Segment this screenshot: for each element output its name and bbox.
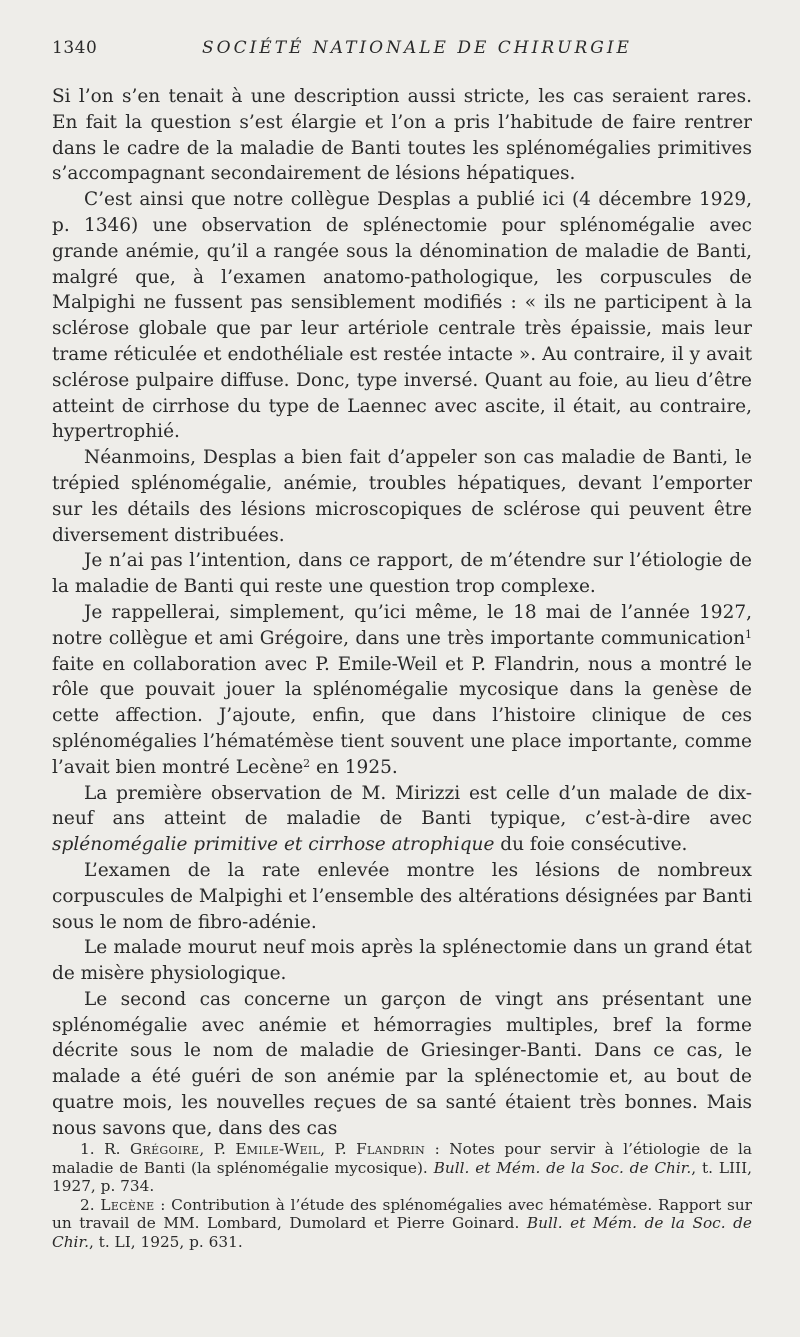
paragraph <box>52 445 752 548</box>
text-run: , t. LI, 1925, p. 631. <box>88 1232 243 1251</box>
text-run: Néanmoins, Desplas a bien fait d’appeler son cas maladie de Banti, le trépied splénomégalie, anémie, troubles hépatiques, devant l’emporter sur les détails des lésions microscopiques de sclérose qui peuvent être diversement distribuées. <box>52 447 752 546</box>
paragraph <box>52 858 752 935</box>
text-run: : Contribution à l’étude des splénomégalies avec hématémèse. Rapport sur un travail de MM. Lombard, Dumolard et Pierre Goinard. <box>52 1195 752 1233</box>
text-run: La première observation de M. Mirizzi est celle d’un malade de dix-neuf ans atteint de maladie de Banti typique, c’est-à-dire avec <box>52 782 752 830</box>
page-number: 1340 <box>52 38 98 58</box>
text-run: , P. <box>199 1140 236 1158</box>
footnotes <box>52 1140 752 1252</box>
paragraph <box>52 935 752 987</box>
paragraph <box>52 600 752 781</box>
footnote <box>52 1140 752 1196</box>
author-name: Flandrin <box>356 1140 426 1158</box>
running-head: SOCIÉTÉ NATIONALE DE CHIRURGIE <box>202 38 632 58</box>
paragraph <box>52 548 752 600</box>
author-name: Grégoire <box>129 1140 200 1158</box>
text-run: Le second cas concerne un garçon de vingt ans présentant une splénomégalie avec anémie et hémorragies multiples, bref la forme décrite sous le nom de maladie de Griesinger-Banti. Dans ce cas, le malade a été guéri de son anémie par la splénectomie et, au bout de quatre mois, les nouvelles reçues de sa santé étaient très bonnes. Mais nous savons que, dans des cas <box>52 988 752 1139</box>
text-run: L’examen de la rate enlevée montre les lésions de nombreux corpuscules de Malpighi et l’ensemble des altérations désignées par Banti sous le nom de fibro-adénie. <box>52 859 752 933</box>
italic-text: Bull. et Mém. de la Soc. de Chir. <box>433 1158 692 1177</box>
text-run: Le malade mourut neuf mois après la splénectomie dans un grand état de misère physiologique. <box>52 937 752 985</box>
paragraph <box>52 84 752 187</box>
italic-text: Bull. et Mém. de la Soc. de Chir. <box>52 1214 752 1251</box>
italic-text: splénomégalie primitive et cirrhose atrophique <box>52 834 495 856</box>
text-run: Si l’on s’en tenait à une description aussi stricte, les cas seraient rares. En fait la question s’est élargie et l’on a pris l’habitude de faire rentrer dans le cadre de la maladie de Banti toutes les splénomégalies primitives s’accompagnant secondairement de lésions hépatiques. <box>52 86 752 185</box>
text-run: Je n’ai pas l’intention, dans ce rapport, de m’étendre sur l’étiologie de la maladie de Banti qui reste une question trop complexe. <box>52 550 752 598</box>
author-name: Lecène <box>100 1195 155 1214</box>
paragraph <box>52 187 752 445</box>
paragraph <box>52 987 752 1142</box>
text-run: : Notes pour servir à l’étiologie de la maladie de Banti (la splénomégalie mycosique). <box>52 1140 752 1177</box>
body-text <box>52 84 752 1142</box>
footnote-marker: 1 <box>745 627 752 641</box>
paragraph <box>52 781 752 858</box>
footnote-marker: 2 <box>303 756 311 770</box>
text-run: 2. <box>80 1195 101 1214</box>
text-run: en 1925. <box>310 756 398 778</box>
text-run: C’est ainsi que notre collègue Desplas a publié ici (4 décembre 1929, p. 1346) une observation de splénectomie pour splénomégalie avec grande anémie, qu’il a rangée sous la dénomination de maladie de Banti, malgré que, à l’examen anatomo-pathologique, les corpuscules de Malpighi ne fussent pas sensiblement modifiés : « ils ne participent à la sclérose globale que par leur artériole centrale très épaissie, mais leur trame réticulée et endothéliale est restée intacte ». Au contraire, il y avait sclérose pulpaire diffuse. Donc, type inversé. Quant au foie, au lieu d’être atteint de cirrhose du type de Laennec avec ascite, il était, au contraire, hypertrophié. <box>52 189 752 443</box>
text-run: 1. R. <box>80 1140 130 1158</box>
footnote <box>52 1196 752 1252</box>
text-run: , P. <box>320 1140 357 1158</box>
text-run: du foie consécutive. <box>494 834 688 856</box>
text-run: faite en collaboration avec P. Emile-Weil et P. Flandrin, nous a montré le rôle que pouvait jouer la splénomégalie mycosique dans la genèse de cette affection. J’ajoute, enfin, que dans l’histoire clinique de ces splénomégalies l’hématémèse tient souvent une place importante, comme l’avait bien montré Lecène <box>52 653 752 778</box>
author-name: Emile-Weil <box>235 1140 321 1158</box>
page-header <box>52 38 752 72</box>
text-run: , t. LIII, 1927, p. 734. <box>52 1158 752 1196</box>
text-run: Je rappellerai, simplement, qu’ici même, le 18 mai de l’année 1927, notre collègue et ami Grégoire, dans une très importante communication <box>52 601 752 649</box>
